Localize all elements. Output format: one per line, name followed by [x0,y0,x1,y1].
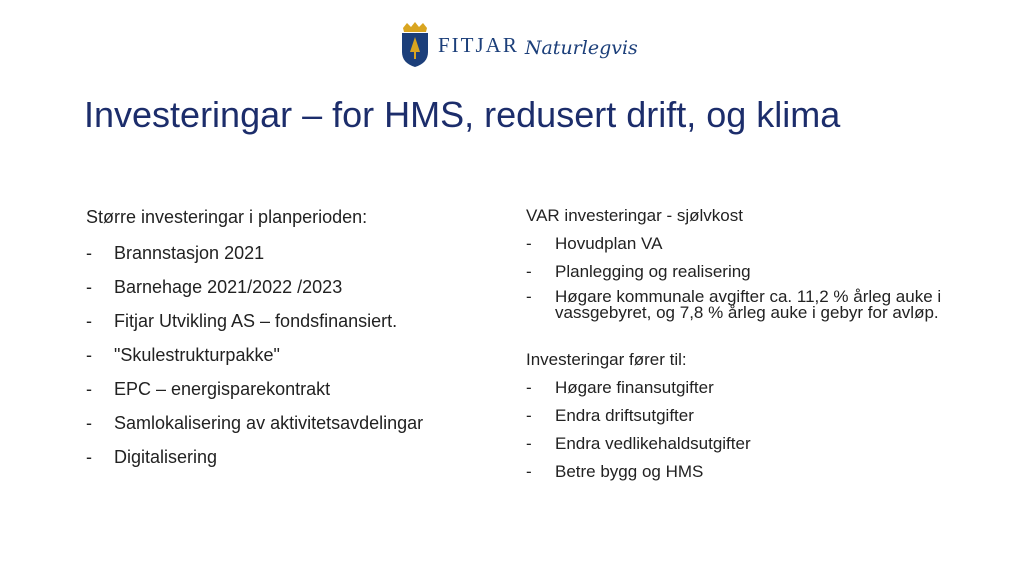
coat-of-arms-icon [400,22,430,68]
brand-name: FITJAR [438,32,519,57]
list-item [526,433,966,454]
dash-bullet: - [526,287,532,306]
list-item-text: Endra vedlikehaldsutgifter [555,434,751,453]
list-item [86,242,506,264]
left-list [86,242,506,468]
slide-title: Investeringar – for HMS, redusert drift, og klima [84,94,841,135]
dash-bullet: - [526,406,532,425]
list-item [86,378,506,400]
right-column [526,205,966,489]
dash-bullet: - [526,378,532,397]
consequences-group [526,349,966,482]
consequences-list [526,377,966,482]
list-item [526,405,966,426]
list-item-text: Betre bygg og HMS [555,462,704,481]
list-item [86,446,506,468]
list-item-text: Brannstasjon 2021 [114,243,265,263]
list-item [86,276,506,298]
var-list [526,233,966,321]
list-item [526,377,966,398]
list-item-text: Endra driftsutgifter [555,406,694,425]
fitjar-logo [400,20,638,70]
list-item-text: Hovudplan VA [555,234,663,253]
dash-bullet: - [526,462,532,481]
list-item-text: Planlegging og realisering [555,262,751,281]
var-heading: VAR investeringar - sjølvkost [526,206,743,225]
list-item [86,310,506,332]
dash-bullet: - [86,345,92,365]
list-item-text: Høgare finansutgifter [555,378,714,397]
list-item [526,461,966,482]
left-intro: Større investeringar i planperioden: [86,207,368,227]
list-item-text: Høgare kommunale avgifter ca. 11,2 % årleg auke i vassgebyret, og 7,8 % årleg auke i gebyr for avløp. [555,287,942,322]
dash-bullet: - [86,379,92,399]
dash-bullet: - [526,234,532,253]
dash-bullet: - [526,262,532,281]
dash-bullet: - [86,413,92,433]
dash-bullet: - [86,311,92,331]
consequences-heading: Investeringar fører til: [526,350,687,369]
dash-bullet: - [86,243,92,263]
left-column [86,206,506,480]
dash-bullet: - [86,277,92,297]
var-investment-group [526,205,966,321]
list-item-text: Barnehage 2021/2022 /2023 [114,277,343,297]
list-item [526,261,966,282]
list-item [86,412,506,434]
list-item [86,344,506,366]
list-item-text: EPC – energisparekontrakt [114,379,331,399]
brand-tagline: Naturlegvis [524,37,638,59]
list-item [526,289,966,321]
dash-bullet: - [526,434,532,453]
list-item-text: Samlokalisering av aktivitetsavdelingar [114,413,424,433]
list-item-text: Digitalisering [114,447,218,467]
list-item-text: Fitjar Utvikling AS – fondsfinansiert. [114,311,398,331]
dash-bullet: - [86,447,92,467]
list-item [526,233,966,254]
list-item-text: "Skulestrukturpakke" [114,345,280,365]
